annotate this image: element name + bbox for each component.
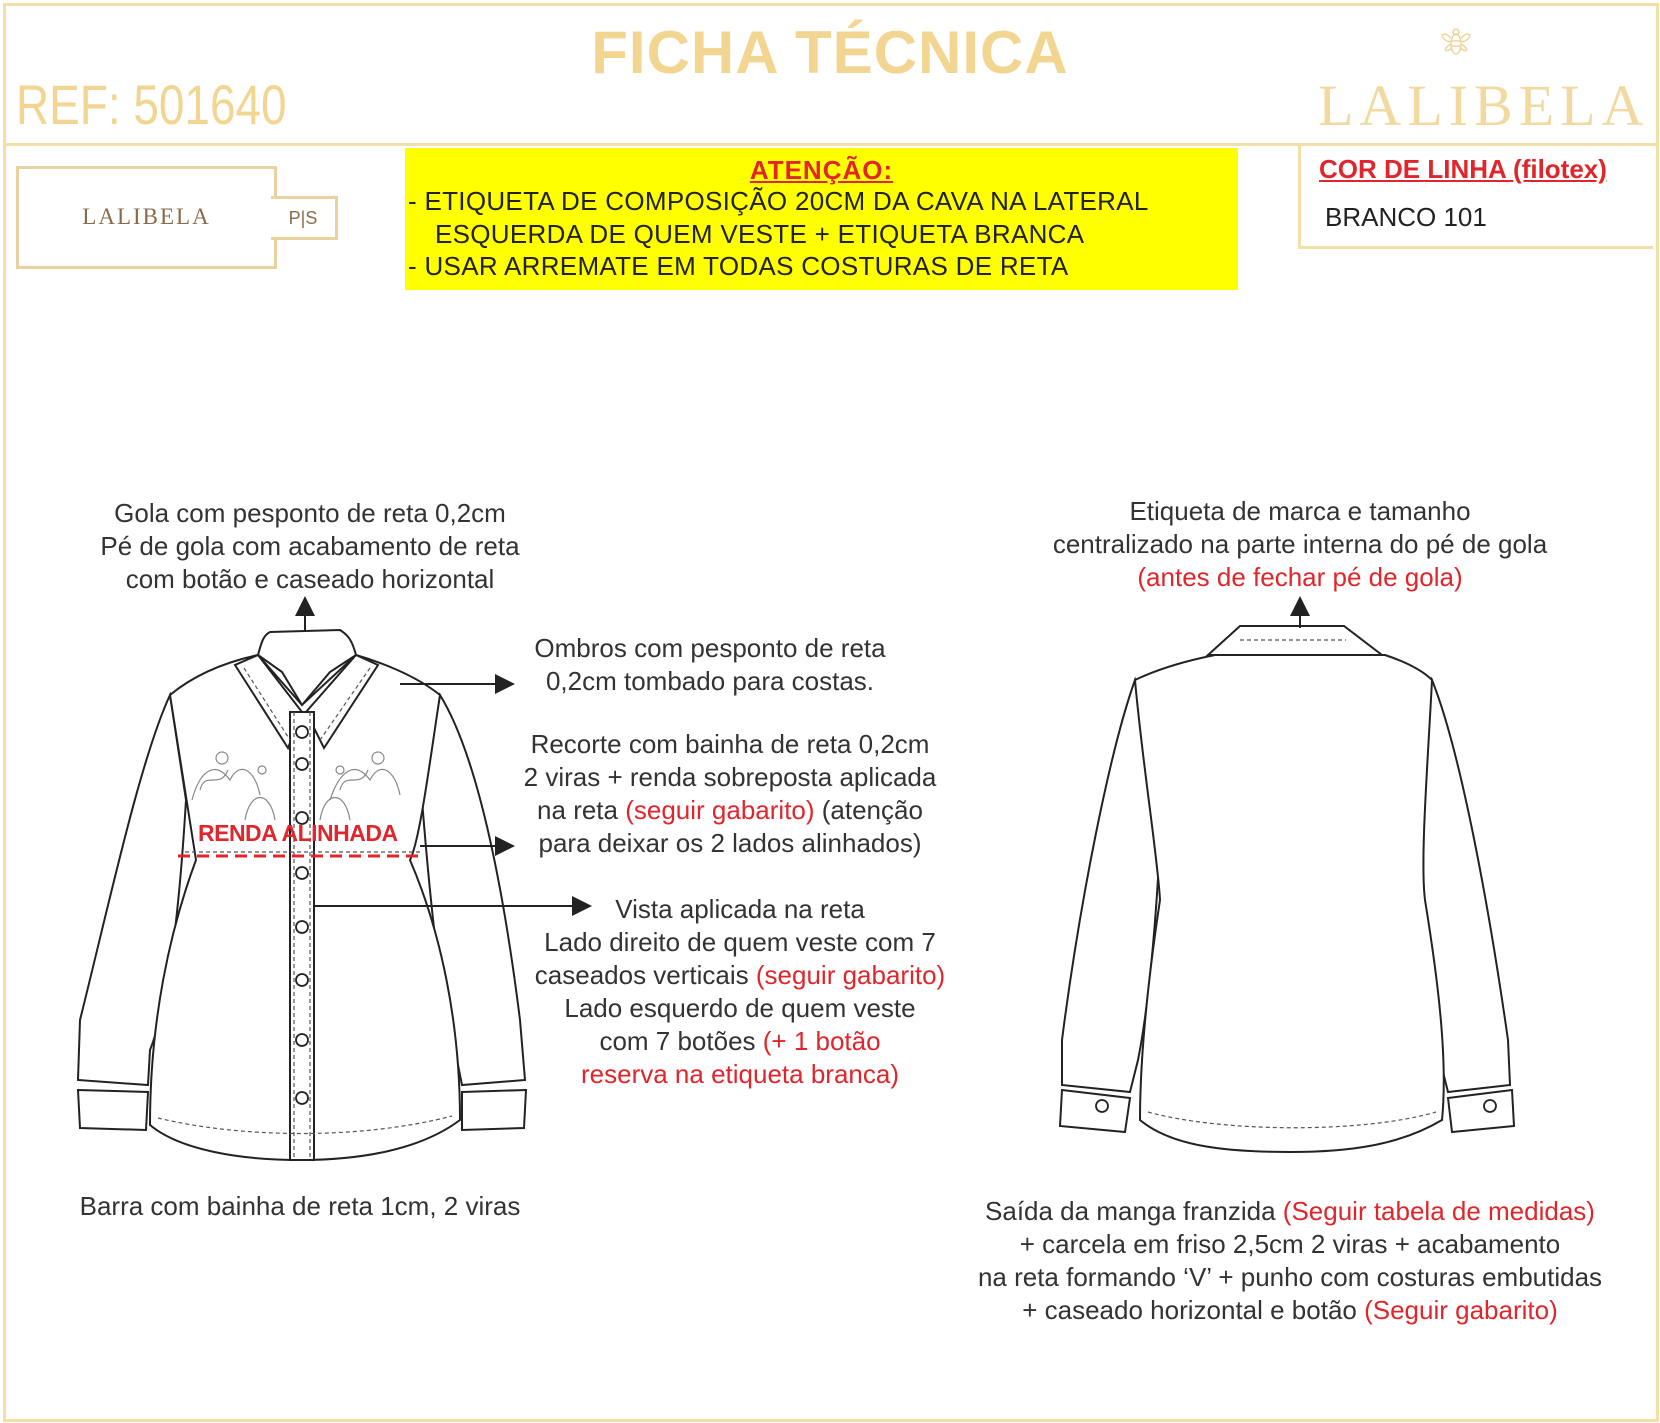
front-shirt-drawing [78,630,526,1160]
brand-label-note: Etiqueta de marca e tamanho centralizado na parte interna do pé de gola (antes de fechar pé de gola) [1052,496,1548,592]
yoke-note: Recorte com bainha de reta 0,2cm 2 viras + renda sobreposta aplicada na reta (seguir gabarito) (atenção para deixar os 2 lados alinhados) [523,729,937,858]
thread-color-title: COR DE LINHA (filotex) [1319,154,1607,184]
sleeve-note: Saída da manga franzida (Seguir tabela de medidas) + carcela em friso 2,5cm 2 viras + acabamento na reta formando ‘V’ + punho com costuras embutidas + caseado horizontal e botão (Seguir gabarito) [977,1196,1603,1325]
label-brand-name: LALIBELA [82,204,211,229]
lace-aligned-label: RENDA ALINHADA [198,820,398,846]
attention-title: ATENÇÃO: [749,155,894,185]
brand-logo: LALIBELA [1318,73,1650,138]
attention-line-3: - USAR ARREMATE EM TODAS COSTURAS DE RETA [408,251,1069,281]
thread-color-value: BRANCO 101 [1325,202,1487,232]
attention-line-2: ESQUERDA DE QUEM VESTE + ETIQUETA BRANCA [435,219,1085,249]
collar-note: Gola com pesponto de reta 0,2cm Pé de gola com acabamento de reta com botão e caseado horizontal [100,498,520,594]
back-shirt-drawing [1060,626,1514,1152]
placket-note: Vista aplicada na reta Lado direito de quem veste com 7 caseados verticais (seguir gabarito) Lado esquerdo de quem veste com 7 botões (+ 1 botão reserva na etiqueta branca) [534,894,946,1089]
size-label-tag: P|S [271,196,338,240]
shoulder-note: Ombros com pesponto de reta 0,2cm tombado para costas. [534,633,886,696]
page-title: FICHA TÉCNICA [591,19,1069,86]
hem-note: Barra com bainha de reta 1cm, 2 viras [79,1191,521,1221]
attention-line-1: - ETIQUETA DE COMPOSIÇÃO 20CM DA CAVA NA LATERAL [408,186,1149,216]
reference-code: REF: 501640 [16,73,287,136]
